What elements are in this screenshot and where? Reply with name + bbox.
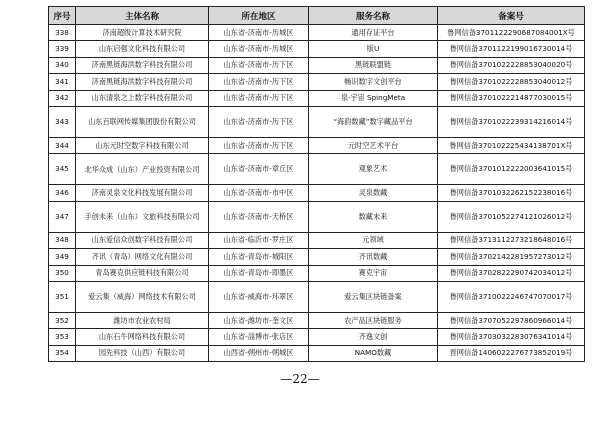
cell-service-name: 农产品区块链服务 [309,312,438,328]
cell-region: 山东省-济南市-历下区 [209,74,309,90]
cell-entity-name: 潍坊市农业农村局 [76,312,209,328]
cell-region: 山东省-济南市-历下区 [209,106,309,137]
cell-index: 348 [49,232,76,248]
cell-index: 345 [49,154,76,185]
cell-entity-name: 青岛赛克供应链科技有限公司 [76,265,209,281]
cell-entity-name: 北华众成（山东）产业投资有限公司 [76,154,209,185]
registration-table [48,6,585,362]
header-filing-number: 备案号 [438,7,585,25]
table-row [49,74,585,90]
cell-filing-number: 鲁网信备37131122732186480​16号 [438,232,585,248]
cell-region: 山西省-朔州市-朔城区 [209,345,309,361]
cell-filing-number: 鲁网信备37010522741210260​12号 [438,201,585,232]
cell-filing-number: 鲁网信备37010322621522380​16号 [438,185,585,201]
cell-service-name: 数藏未来 [309,201,438,232]
cell-service-name: 畅识数字文创平台 [309,74,438,90]
cell-index: 346 [49,185,76,201]
cell-filing-number: 鲁网信备37010222288530400​20号 [438,57,585,73]
cell-region: 山东省-青岛市-即墨区 [209,265,309,281]
table-row [49,137,585,153]
cell-filing-number: 晋网信备14060222767738520​19号 [438,345,585,361]
cell-service-name: 爱云集区块链备案 [309,281,438,312]
cell-index: 350 [49,265,76,281]
cell-filing-number: 鲁网信备37010222543413870​1X号 [438,137,585,153]
cell-entity-name: 手创未来（山东）文旅科技有限公司 [76,201,209,232]
cell-entity-name: 山东元时空数字科技有限公司 [76,137,209,153]
table-row [49,106,585,137]
table-row [49,281,585,312]
cell-index: 351 [49,281,76,312]
header-service-name: 服务名称 [309,7,438,25]
table-row [49,154,585,185]
cell-service-name: “海韵数藏”数字藏品平台 [309,106,438,137]
cell-index: 342 [49,90,76,106]
cell-service-name: 通用存证平台 [309,25,438,41]
table-row [49,345,585,361]
cell-region: 山东省-济南市-历下区 [209,137,309,153]
cell-index: 338 [49,25,76,41]
cell-entity-name: 园先科技（山西）有限公司 [76,345,209,361]
table-row [49,329,585,345]
cell-service-name: 元领域 [309,232,438,248]
cell-region: 山东省-济南市-市中区 [209,185,309,201]
table-row [49,312,585,328]
cell-region: 山东省-济南市-章丘区 [209,154,309,185]
cell-index: 343 [49,106,76,137]
table-row [49,232,585,248]
cell-entity-name: 济南灵泉文化科技发展有限公司 [76,185,209,201]
cell-region: 山东省-淄博市-张店区 [209,329,309,345]
cell-region: 山东省-济南市-历城区 [209,25,309,41]
table-header-row [49,7,585,25]
cell-region: 山东省-济南市-历下区 [209,90,309,106]
table-row [49,41,585,57]
cell-index: 354 [49,345,76,361]
cell-service-name: 版U [309,41,438,57]
table-row [49,90,585,106]
cell-service-name: 观象艺术 [309,154,438,185]
cell-region: 山东省-青岛市-城阳区 [209,249,309,265]
cell-entity-name: 山东石牛网络科技有限公司 [76,329,209,345]
cell-entity-name: 山东爱信众创数字科技有限公司 [76,232,209,248]
cell-index: 341 [49,74,76,90]
cell-filing-number: 鲁网信备37100222467470700​17号 [438,281,585,312]
cell-filing-number: 鲁网信备37010222148770300​15号 [438,90,585,106]
cell-entity-name: 济南黑链海洪数字科技有限公司 [76,74,209,90]
cell-entity-name: 济南黑链海洪数字科技有限公司 [76,57,209,73]
cell-service-name: 黑链联盟链 [309,57,438,73]
cell-service-name: 齐讯数藏 [309,249,438,265]
cell-index: 353 [49,329,76,345]
cell-region: 山东省-威海市-环翠区 [209,281,309,312]
cell-filing-number: 鲁网信备37070522978609660​14号 [438,312,585,328]
page-number: —22— [280,372,320,386]
cell-entity-name: 山东百联网传媒集团股份有限公司 [76,106,209,137]
header-index: 序号 [49,7,76,25]
cell-index: 347 [49,201,76,232]
table-row [49,201,585,232]
table-row [49,25,585,41]
header-region: 所在地区 [209,7,309,25]
cell-filing-number: 鲁网信备37021422819572730​12号 [438,249,585,265]
cell-index: 340 [49,57,76,73]
table-row [49,185,585,201]
cell-region: 山东省-临沂市-罗庄区 [209,232,309,248]
cell-filing-number: 鲁网信备37028222907420340​12号 [438,265,585,281]
cell-filing-number: 鲁网信备37010122220036410​15号 [438,154,585,185]
cell-region: 山东省-济南市-天桥区 [209,201,309,232]
cell-entity-name: 济南超级计算技术研究院 [76,25,209,41]
cell-service-name: 齐逸文创 [309,329,438,345]
cell-region: 山东省-济南市-历城区 [209,41,309,57]
cell-index: 352 [49,312,76,328]
table-row [49,249,585,265]
cell-entity-name: 山东清泉之上数字科技有限公司 [76,90,209,106]
cell-entity-name: 齐讯（青岛）网络文化有限公司 [76,249,209,265]
cell-region: 山东省-潍坊市-奎文区 [209,312,309,328]
cell-filing-number: 鲁网信备37010222288530400​12号 [438,74,585,90]
cell-index: 339 [49,41,76,57]
cell-entity-name: 爱云集（威海）网络技术有限公司 [76,281,209,312]
cell-service-name: 赛克宇宙 [309,265,438,281]
cell-index: 349 [49,249,76,265]
cell-service-name: NAMO数藏 [309,345,438,361]
table-row [49,265,585,281]
cell-filing-number: 鲁网信备37011222906870840​01X号 [438,25,585,41]
cell-region: 山东省-济南市-历下区 [209,57,309,73]
cell-service-name: 元时空艺术平台 [309,137,438,153]
cell-filing-number: 鲁网信备37010222393142160​14号 [438,106,585,137]
cell-entity-name: 山东启强文化科技有限公司 [76,41,209,57]
cell-service-name: 灵泉数藏 [309,185,438,201]
cell-index: 344 [49,137,76,153]
cell-filing-number: 鲁网信备37011221990167300​14号 [438,41,585,57]
header-entity-name: 主体名称 [76,7,209,25]
cell-service-name: 泉·宇宙 SpingMeta [309,90,438,106]
table-row [49,57,585,73]
cell-filing-number: 鲁网信备37030322830763410​14号 [438,329,585,345]
